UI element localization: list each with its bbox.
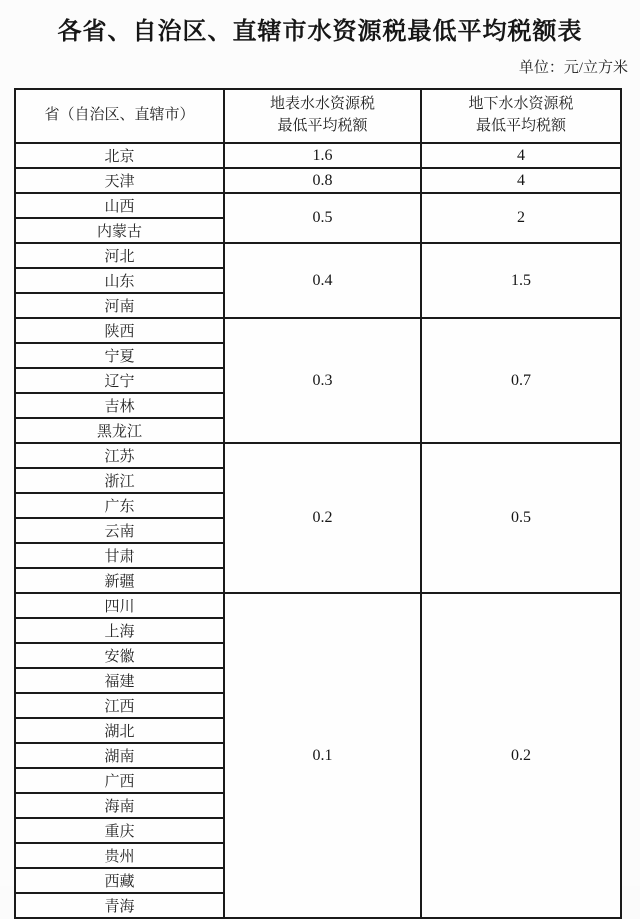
province-cell: 黑龙江 — [15, 418, 224, 443]
ground-value-cell: 2 — [421, 193, 621, 243]
province-cell: 安徽 — [15, 643, 224, 668]
ground-value-cell: 0.7 — [421, 318, 621, 443]
province-cell: 重庆 — [15, 818, 224, 843]
province-cell: 山西 — [15, 193, 224, 218]
province-cell: 四川 — [15, 593, 224, 618]
province-cell: 河南 — [15, 293, 224, 318]
province-cell: 天津 — [15, 168, 224, 193]
header-province-label: 省（自治区、直辖市） — [44, 107, 195, 124]
province-cell: 湖北 — [15, 718, 224, 743]
surface-value-cell: 0.3 — [224, 318, 421, 443]
province-cell: 甘肃 — [15, 543, 224, 568]
province-cell: 海南 — [15, 793, 224, 818]
surface-value-cell: 1.6 — [224, 143, 421, 168]
header-surface-water — [224, 89, 421, 143]
table-row — [15, 143, 621, 168]
province-cell: 陕西 — [15, 318, 224, 343]
header-ground-line1: 地下水水资源税 — [468, 96, 574, 113]
table-row — [15, 243, 621, 268]
province-cell: 青海 — [15, 893, 224, 918]
table-header-row — [15, 89, 621, 143]
province-cell: 内蒙古 — [15, 218, 224, 243]
province-cell: 上海 — [15, 618, 224, 643]
province-cell: 宁夏 — [15, 343, 224, 368]
surface-value-cell: 0.5 — [224, 193, 421, 243]
province-cell: 山东 — [15, 268, 224, 293]
surface-value-cell: 0.4 — [224, 243, 421, 318]
province-cell: 河北 — [15, 243, 224, 268]
ground-value-cell: 0.5 — [421, 443, 621, 593]
province-cell: 辽宁 — [15, 368, 224, 393]
ground-value-cell: 1.5 — [421, 243, 621, 318]
province-cell: 湖南 — [15, 743, 224, 768]
province-cell: 西藏 — [15, 868, 224, 893]
tax-rate-table — [14, 88, 622, 919]
header-surface-line2: 最低平均税额 — [277, 118, 368, 134]
province-cell: 江西 — [15, 693, 224, 718]
province-cell: 江苏 — [15, 443, 224, 468]
province-cell: 广东 — [15, 493, 224, 518]
ground-value-cell: 4 — [421, 168, 621, 193]
table-row — [15, 593, 621, 618]
table-row — [15, 168, 621, 193]
table-row — [15, 318, 621, 343]
header-ground-line2: 最低平均税额 — [475, 118, 566, 134]
table-body — [15, 143, 621, 918]
province-cell: 吉林 — [15, 393, 224, 418]
province-cell: 贵州 — [15, 843, 224, 868]
table-row — [15, 443, 621, 468]
header-ground-water — [421, 89, 621, 143]
province-cell: 福建 — [15, 668, 224, 693]
province-cell: 北京 — [15, 143, 224, 168]
header-surface-line1: 地表水水资源税 — [269, 96, 375, 113]
province-cell: 云南 — [15, 518, 224, 543]
table-row — [15, 193, 621, 218]
province-cell: 浙江 — [15, 468, 224, 493]
province-cell: 广西 — [15, 768, 224, 793]
ground-value-cell: 0.2 — [421, 593, 621, 918]
ground-value-cell: 4 — [421, 143, 621, 168]
page-title: 各省、自治区、直辖市水资源税最低平均税额表 — [57, 19, 583, 45]
surface-value-cell: 0.2 — [224, 443, 421, 593]
header-province — [15, 89, 224, 143]
unit-note: 单位：元/立方米 — [518, 60, 628, 76]
surface-value-cell: 0.8 — [224, 168, 421, 193]
province-cell: 新疆 — [15, 568, 224, 593]
surface-value-cell: 0.1 — [224, 593, 421, 918]
